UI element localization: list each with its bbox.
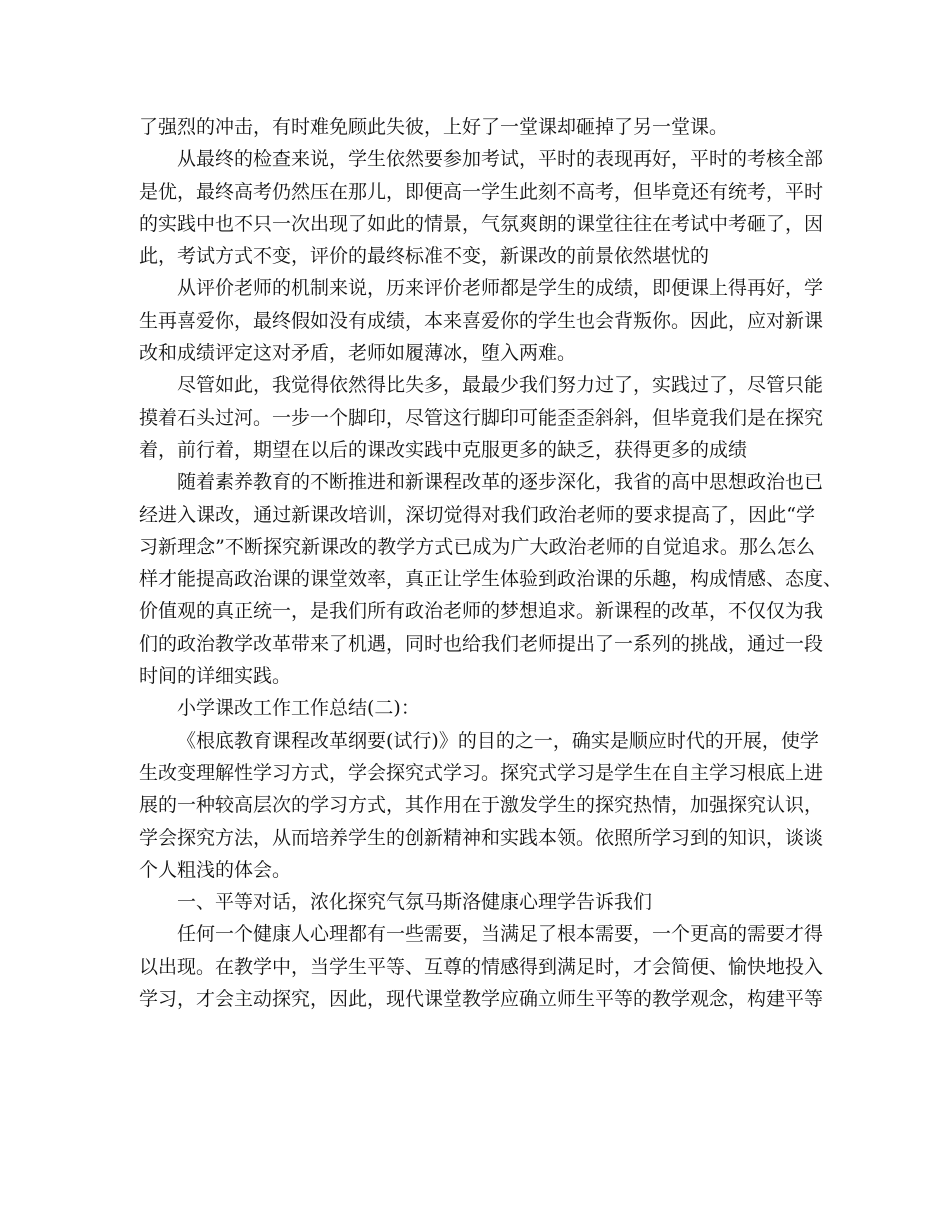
text-line: 一、平等对话，浓化探究气氛马斯洛健康心理学告诉我们 <box>177 891 653 914</box>
text-line: 生改变理解性学习方式，学会探究式学习。探究式学习是学生在自主学习根底上进 <box>139 761 824 784</box>
text-line: 的实践中也不只一次出现了如此的情景，气氛爽朗的课堂往往在考试中考砸了，因 <box>139 212 824 235</box>
text-line: 摸着石头过河。一步一个脚印，尽管这行脚印可能歪歪斜斜，但毕竟我们是在探究 <box>139 406 824 429</box>
text-line: 小学课改工作工作总结(二)： <box>177 697 420 720</box>
document-body <box>139 111 843 1015</box>
text-line: 学习，才会主动探究，因此，现代课堂教学应确立师生平等的教学观念，构建平等 <box>139 988 824 1011</box>
text-line: 经进入课改，通过新课改培训，深切觉得对我们政治老师的要求提高了，因此“学 <box>139 503 815 526</box>
text-line: 了强烈的冲击，有时难免顾此失彼，上好了一堂课却砸掉了另一堂课。 <box>139 116 729 138</box>
text-line: 尽管如此，我觉得依然得比失多，最最少我们努力过了，实践过了，尽管只能 <box>177 374 824 397</box>
text-line: 习新理念”不断探究新课改的教学方式已成为广大政治老师的自觉追求。那么怎么 <box>139 535 815 558</box>
text-line: 样才能提高政治课的课堂效率，真正让学生体验到政治课的乐趣，构成情感、态度、 <box>139 568 843 591</box>
text-line: 个人粗浅的体会。 <box>139 858 292 881</box>
text-line: 以出现。在教学中，当学生平等、互尊的情感得到满足时，才会简便、愉快地投入 <box>139 955 824 978</box>
text-line: 任何一个健康人心理都有一些需要，当满足了根本需要，一个更高的需要才得 <box>177 923 824 946</box>
text-line: 着，前行着，期望在以后的课改实践中克服更多的缺乏，获得更多的成绩 <box>139 438 748 461</box>
text-line: 价值观的真正统一，是我们所有政治老师的梦想追求。新课程的改革，不仅仅为我 <box>139 600 824 623</box>
text-line: 此，考试方式不变，评价的最终标准不变，新课改的前景依然堪忧的 <box>139 245 710 268</box>
text-line: 是优，最终高考仍然压在那儿，即便高一学生此刻不高考，但毕竟还有统考，平时 <box>139 180 824 203</box>
text-line: 时间的详细实践。 <box>139 665 292 688</box>
text-line: 从最终的检查来说，学生依然要参加考试，平时的表现再好，平时的考核全部 <box>177 148 824 171</box>
text-line: 展的一种较高层次的学习方式，其作用在于激发学生的探究热情，加强探究认识， <box>139 794 824 817</box>
text-line: 随着素养教育的不断推进和新课程改革的逐步深化，我省的高中思想政治也已 <box>177 471 824 494</box>
text-line: 从评价老师的机制来说，历来评价老师都是学生的成绩，即便课上得再好，学 <box>177 277 824 300</box>
text-line: 学会探究方法，从而培养学生的创新精神和实践本领。依照所学习到的知识，谈谈 <box>139 826 824 849</box>
text-line: 生再喜爱你，最终假如没有成绩，本来喜爱你的学生也会背叛你。因此，应对新课 <box>139 309 824 332</box>
text-line: 们的政治教学改革带来了机遇，同时也给我们老师提出了一系列的挑战，通过一段 <box>139 632 824 655</box>
text-line: 《根底教育课程改革纲要(试行)》的目的之一，确实是顺应时代的开展，使学 <box>177 729 819 752</box>
text-line: 改和成绩评定这对矛盾，老师如履薄冰，堕入两难。 <box>139 342 577 365</box>
